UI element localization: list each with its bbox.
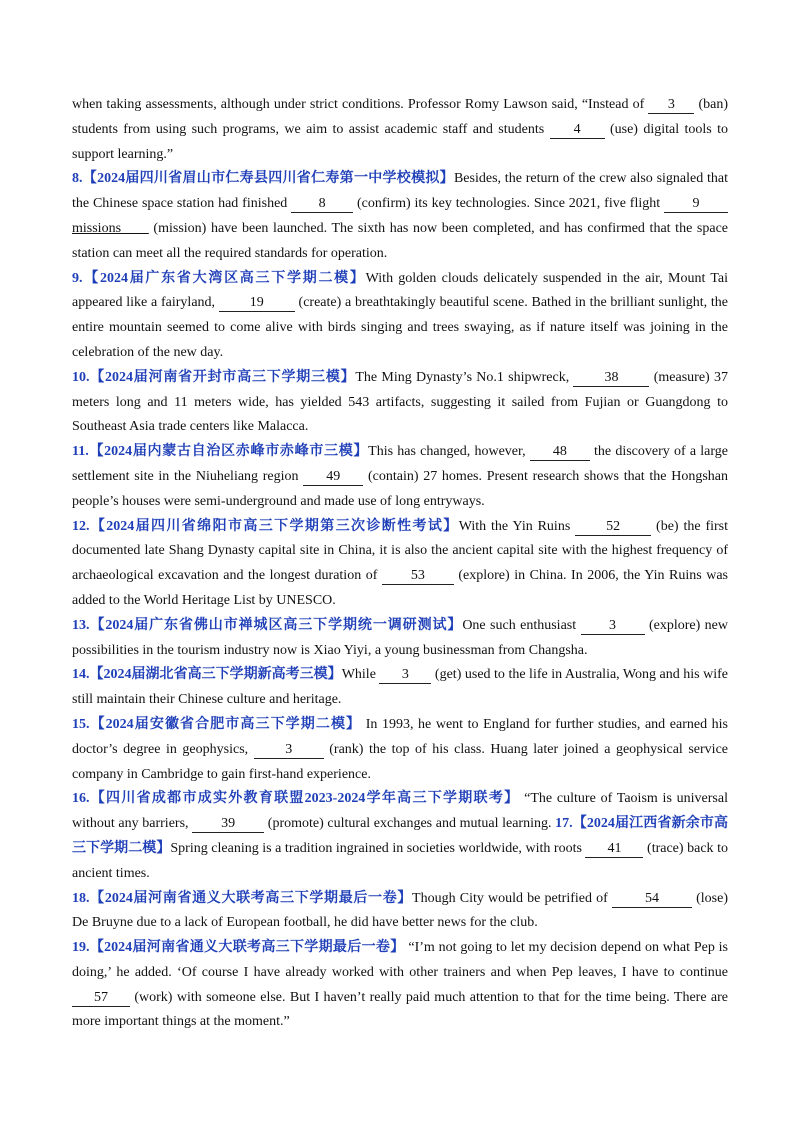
answer-blank: 4 <box>550 121 605 139</box>
item-number: 17. <box>555 816 573 832</box>
question-text: (contain) 27 homes. Present research shows that the Hongshan people’s houses were semi-underground and made use of long entryways. <box>72 468 728 509</box>
answer-blank: 19 <box>219 294 295 312</box>
list-item <box>72 887 728 937</box>
source-label: 【2024届广东省佛山市禅城区高三下学期统一调研测试】 <box>89 617 463 633</box>
item-number: 19. <box>72 940 90 956</box>
question-text: when taking assessments, although under strict conditions. Professor Romy Lawson said, “Instead of <box>72 97 649 112</box>
list-item-continued <box>72 93 728 167</box>
answer-word: missions <box>72 220 122 236</box>
question-text: (rank) the top of his class. Huang later joined a geophysical service company in Cambridge to gain first-hand experience. <box>72 741 729 782</box>
item-number: 9. <box>72 270 83 286</box>
answer-blank: 3 <box>254 741 324 759</box>
question-text: the discovery of a large settlement site in the Niuheliang region <box>72 444 728 484</box>
question-text: With golden clouds delicately suspended in the air, Mount Tai appeared like a fairyland, <box>72 270 728 311</box>
question-text: (confirm) its key technologies. Since 2021, five flight <box>353 196 664 212</box>
answer-blank: 3 <box>648 96 694 114</box>
item-number: 11. <box>72 444 89 460</box>
question-text: (create) a breathtakingly beautiful scene. Bathed in the brilliant sunlight, the entire mountain seemed to come alive with birds singing and trees swaying, as if nature itself was joining in the celebration of the new day. <box>72 295 728 360</box>
answer-blank: 49 <box>303 468 363 486</box>
question-text: (promote) cultural exchanges and mutual learning. <box>264 816 556 832</box>
answer-blank: 48 <box>530 443 590 461</box>
source-label: 【2024届河南省通义大联考高三下学期最后一卷】 <box>89 940 405 956</box>
answer-blank: 9 <box>664 195 728 213</box>
list-item <box>72 787 728 886</box>
answer-blank: 52 <box>575 518 651 536</box>
item-number: 13. <box>72 617 90 633</box>
document-page <box>72 93 728 1035</box>
question-text: Besides, the return of the crew also signaled that the Chinese space station had finished <box>72 171 729 212</box>
list-item <box>72 515 728 614</box>
question-text: (be) the first documented late Shang Dynasty capital site in China, it is also the ancient capital site with the highest frequency of archaeological excavation and the longest duration of <box>72 518 728 584</box>
source-label: 【2024届内蒙古自治区赤峰市赤峰市三模】 <box>88 444 369 460</box>
list-item <box>72 936 728 1035</box>
list-item <box>72 267 728 366</box>
question-text: With the Yin Ruins <box>458 518 576 534</box>
source-label: 【2024届湖北省高三下学期新高考三模】 <box>89 667 342 683</box>
item-number: 15. <box>72 716 90 732</box>
question-text: (measure) 37 meters long and 11 meters wide, has yielded 543 artifacts, suggesting it sailed from Fujian or Guangdong to Southeast Asia trade centers like Malacca. <box>72 369 728 435</box>
answer-blank: 53 <box>382 567 454 585</box>
item-number: 12. <box>72 518 90 534</box>
question-text: (use) digital tools to support learning.” <box>72 121 728 162</box>
question-text: “The culture of Taoism is universal without any barriers, <box>72 791 728 832</box>
answer-blank: 3 <box>581 617 645 635</box>
question-text: (mission) have been launched. The sixth has now been completed, and has confirmed that the space station can meet all the required standards for operation. <box>72 220 728 261</box>
item-number: 10. <box>72 369 90 385</box>
question-text: This has changed, however, <box>368 444 530 460</box>
underline-tail <box>121 221 149 236</box>
item-number: 8. <box>72 171 83 187</box>
list-item <box>72 366 728 440</box>
list-item <box>72 440 728 514</box>
answer-blank: 41 <box>585 840 643 858</box>
question-text: (trace) back to ancient times. <box>72 840 728 881</box>
question-text: (explore) in China. In 2006, the Yin Ruins was added to the World Heritage List by UNESCO. <box>72 568 728 608</box>
answer-blank: 39 <box>192 815 264 833</box>
question-text: (lose) De Bruyne due to a lack of European football, he did have better news for the club. <box>72 890 729 931</box>
question-text: (get) used to the life in Australia, Wong and his wife still maintain their Chinese culture and heritage. <box>72 667 728 708</box>
source-label: 【2024届河南省通义大联考高三下学期最后一卷】 <box>89 890 413 906</box>
item-number: 14. <box>72 667 90 683</box>
answer-blank: 38 <box>573 369 649 387</box>
answer-blank: 8 <box>291 195 353 213</box>
question-text: (ban) students from using such programs, we aim to assist academic staff and students <box>72 97 728 137</box>
list-item <box>72 614 728 664</box>
source-label: 【2024届河南省开封市高三下学期三模】 <box>89 369 356 385</box>
source-label: 【2024届广东省大湾区高三下学期二模】 <box>82 270 366 286</box>
question-text: “I’m not going to let my decision depend on what Pep is doing,’ he added. ‘Of course I have already worked with other trainers and when Pep leaves, I have to continue <box>72 940 728 980</box>
question-text: In 1993, he went to England for further studies, and earned his doctor’s degree in geophysics, <box>72 716 729 757</box>
question-text: The Ming Dynasty’s No.1 shipwreck, <box>355 369 574 385</box>
list-item <box>72 713 728 787</box>
list-item <box>72 663 728 713</box>
source-label: 【2024届四川省眉山市仁寿县四川省仁寿第一中学校模拟】 <box>82 171 454 187</box>
question-text: (explore) new possibilities in the tourism industry now is Xiao Yiyi, a young businessman from Changsha. <box>72 617 728 658</box>
question-text: Spring cleaning is a tradition ingrained in societies worldwide, with roots <box>170 840 586 856</box>
source-label: 【2024届安徽省合肥市高三下学期二模】 <box>89 716 362 732</box>
question-text: While <box>341 667 380 683</box>
source-label: 【2024届江西省新余市高三下学期二模】 <box>72 816 728 856</box>
question-text: Though City would be petrified of <box>412 890 612 906</box>
question-text: (work) with someone else. But I haven’t really paid much attention to that for the time being. There are more important things at the moment.” <box>72 989 728 1030</box>
answer-blank: 3 <box>379 666 431 684</box>
source-label: 【四川省成都市成实外教育联盟2023-2024学年高三下学期联考】 <box>89 791 520 807</box>
answer-blank: 54 <box>612 890 692 908</box>
source-label: 【2024届四川省绵阳市高三下学期第三次诊断性考试】 <box>89 518 459 534</box>
question-text: One such enthusiast <box>462 617 581 633</box>
list-item <box>72 167 728 266</box>
item-number: 16. <box>72 791 90 807</box>
item-number: 18. <box>72 890 90 906</box>
answer-blank: 57 <box>72 989 130 1007</box>
